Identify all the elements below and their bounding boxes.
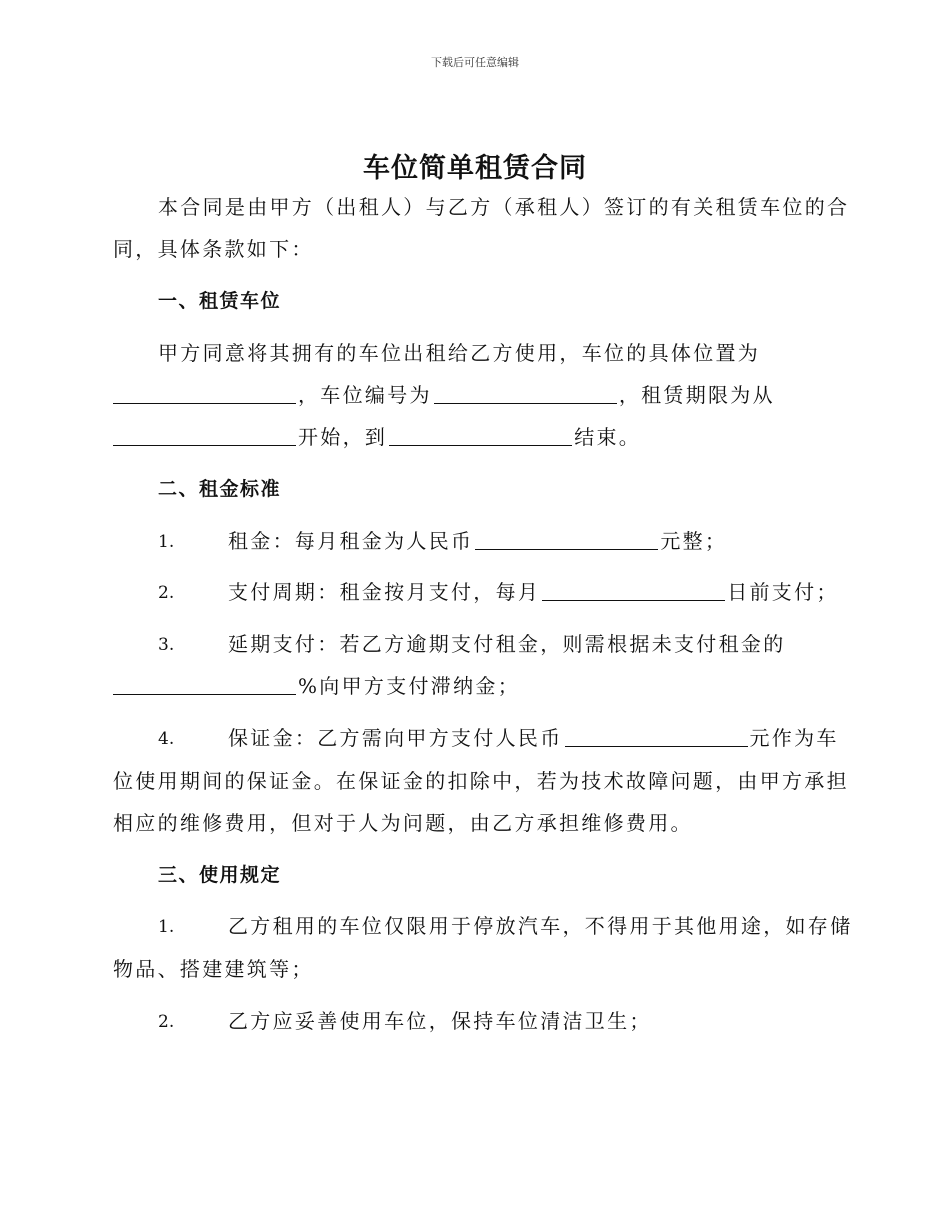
blank-field-end-date[interactable] xyxy=(389,425,572,446)
text-segment: 租金：每月租金为人民币 xyxy=(228,529,474,553)
text-segment: ，车位编号为 xyxy=(298,383,432,407)
text-segment: 元作为车 xyxy=(749,726,839,750)
deposit-item xyxy=(228,723,839,753)
text-segment: 日前支付； xyxy=(727,580,839,604)
intro-line-2: 同，具体条款如下： xyxy=(113,237,314,261)
section-heading-1: 一、租赁车位 xyxy=(158,290,282,312)
late-payment-item-cont xyxy=(113,671,838,701)
usage-item-1: 乙方租用的车位仅限用于停放汽车，不得用于其他用途，如存储 xyxy=(228,914,853,938)
blank-field-start-date[interactable] xyxy=(113,425,296,446)
item-number: 2. xyxy=(158,1012,175,1032)
blank-field-number[interactable] xyxy=(434,383,617,404)
document-title: 车位简单租赁合同 xyxy=(363,153,587,184)
blank-field-location[interactable] xyxy=(113,383,296,404)
blank-field-pay-day[interactable] xyxy=(542,580,725,601)
text-segment: 保证金：乙方需向甲方支付人民币 xyxy=(228,726,563,750)
rent-item xyxy=(228,526,727,556)
item-number: 1. xyxy=(158,917,175,937)
deposit-item-cont-1: 位使用期间的保证金。在保证金的扣除中，若为技术故障问题，由甲方承担 xyxy=(113,769,849,793)
section1-para-line-1: 甲方同意将其拥有的车位出租给乙方使用，车位的具体位置为 xyxy=(158,341,761,365)
text-segment: 元整； xyxy=(660,529,728,553)
deposit-item-cont-2: 相应的维修费用，但对于人为问题，由乙方承担维修费用。 xyxy=(113,811,693,835)
blank-field-deposit[interactable] xyxy=(565,726,748,747)
section1-para-line-2 xyxy=(113,380,838,410)
blank-field-late-fee-rate[interactable] xyxy=(113,674,296,695)
usage-item-2: 乙方应妥善使用车位，保持车位清洁卫生； xyxy=(228,1009,652,1033)
text-segment: 支付周期：租金按月支付，每月 xyxy=(228,580,541,604)
late-payment-item: 延期支付：若乙方逾期支付租金，则需根据未支付租金的 xyxy=(228,632,786,656)
text-segment: 开始，到 xyxy=(298,425,388,449)
intro-line-1: 本合同是由甲方（出租人）与乙方（承租人）签订的有关租赁车位的合 xyxy=(158,195,850,219)
text-segment: ，租赁期限为从 xyxy=(618,383,775,407)
item-number: 3. xyxy=(158,635,175,655)
usage-item-1-cont: 物品、搭建建筑等； xyxy=(113,957,314,981)
blank-field-rent[interactable] xyxy=(475,529,658,550)
section1-para-line-3 xyxy=(113,422,838,452)
section-heading-3: 三、使用规定 xyxy=(158,864,282,886)
section-heading-2: 二、租金标准 xyxy=(158,478,282,500)
text-segment: 结束。 xyxy=(574,425,642,449)
item-number: 4. xyxy=(158,729,175,749)
item-number: 1. xyxy=(158,532,175,552)
item-number: 2. xyxy=(158,583,175,603)
payment-cycle-item xyxy=(228,577,839,607)
text-segment: %向甲方支付滞纳金； xyxy=(298,674,521,698)
header-note: 下载后可任意编辑 xyxy=(431,56,519,69)
